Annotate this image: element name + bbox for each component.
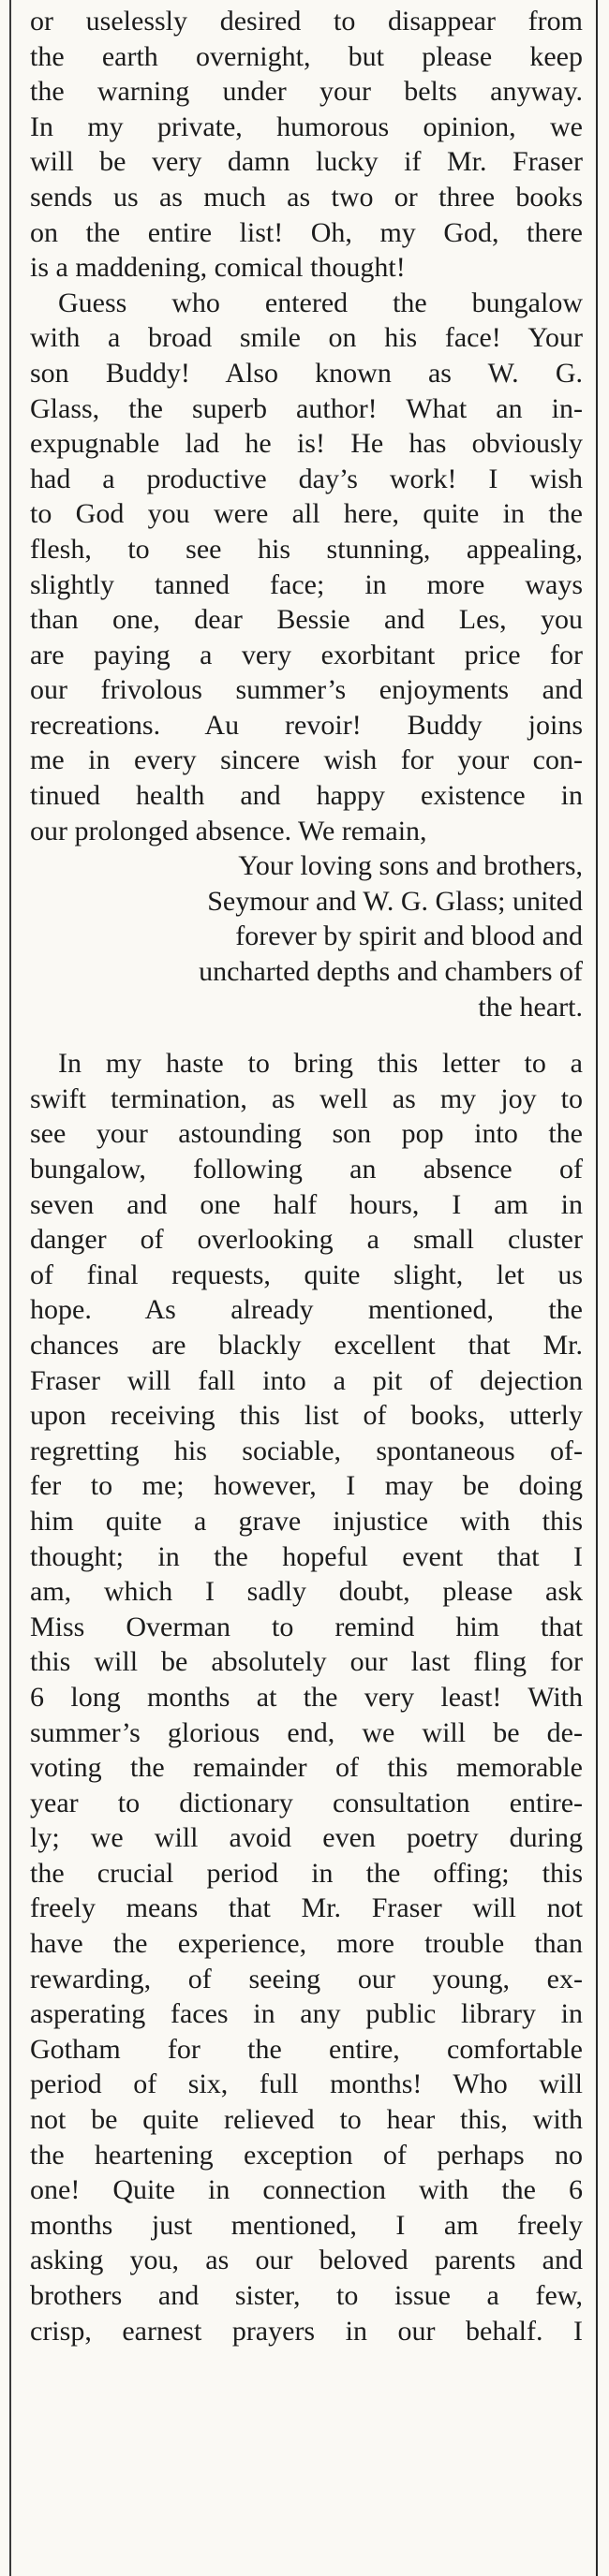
- text-line: recreations. Au revoir! Buddy joins: [30, 709, 583, 741]
- text-line: not be quite relieved to hear this, with: [30, 2104, 583, 2136]
- text-line: chances are blackly excellent that Mr.: [30, 1329, 583, 1361]
- text-line: regretting his sociable, spontaneous of-: [30, 1435, 583, 1466]
- letter-text-column: [30, 4, 583, 2348]
- text-line: this will be absolutely our last fling for: [30, 1646, 583, 1678]
- text-line: Fraser will fall into a pit of dejection: [30, 1364, 583, 1396]
- text-line: the warning under your belts anyway.: [30, 76, 583, 108]
- text-line: expugnable lad he is! He has obviously: [30, 428, 583, 460]
- text-line: crisp, earnest prayers in our behalf. I: [30, 2315, 583, 2347]
- text-line: tinued health and happy existence in: [30, 780, 583, 812]
- left-column-rule: [9, 0, 11, 2576]
- text-line: period of six, full months! Who will: [30, 2068, 583, 2100]
- text-line: with a broad smile on his face! Your: [30, 322, 583, 354]
- text-line: our frivolous summer’s enjoyments and: [30, 674, 583, 706]
- text-line: 6 long months at the very least! With: [30, 1681, 583, 1713]
- text-line: brothers and sister, to issue a few,: [30, 2280, 583, 2311]
- text-line: have the experience, more trouble than: [30, 1928, 583, 1960]
- text-line: flesh, to see his stunning, appealing,: [30, 533, 583, 565]
- text-line: am, which I sadly doubt, please ask: [30, 1576, 583, 1608]
- text-line: me in every sincere wish for your con-: [30, 744, 583, 776]
- text-line: asperating faces in any public library in: [30, 1998, 583, 2030]
- paragraph-spacer: [30, 1024, 583, 1046]
- text-line: Glass, the superb author! What an in-: [30, 392, 583, 424]
- text-line: In my haste to bring this letter to a: [58, 1048, 583, 1080]
- text-line: Miss Overman to remind him that: [30, 1611, 583, 1642]
- text-line: will be very damn lucky if Mr. Fraser: [30, 146, 583, 178]
- text-line: months just mentioned, I am freely: [30, 2209, 583, 2241]
- signature-line: Your loving sons and brothers,: [238, 850, 583, 882]
- text-line: bungalow, following an absence of: [30, 1154, 583, 1185]
- text-line: of final requests, quite slight, let us: [30, 1259, 583, 1290]
- text-line: him quite a grave injustice with this: [30, 1505, 583, 1537]
- text-line: seven and one half hours, I am in: [30, 1188, 583, 1220]
- text-line: had a productive day’s work! I wish: [30, 463, 583, 494]
- text-line: Gotham for the entire, comfortable: [30, 2033, 583, 2065]
- text-line: thought; in the hopeful event that I: [30, 1540, 583, 1572]
- signature-line: forever by spirit and blood and: [235, 920, 583, 952]
- text-line: summer’s glorious end, we will be de-: [30, 1716, 583, 1748]
- text-line: asking you, as our beloved parents and: [30, 2245, 583, 2276]
- text-line: fer to me; however, I may be doing: [30, 1470, 583, 1502]
- text-line: danger of overlooking a small cluster: [30, 1224, 583, 1256]
- text-line: are paying a very exorbitant price for: [30, 639, 583, 670]
- text-line: our prolonged absence. We remain,: [30, 815, 427, 846]
- signature-line: Seymour and W. G. Glass; united: [207, 885, 583, 917]
- text-line: freely means that Mr. Fraser will not: [30, 1892, 583, 1924]
- text-line: voting the remainder of this memorable: [30, 1752, 583, 1784]
- text-line: rewarding, of seeing our young, ex-: [30, 1963, 583, 1995]
- text-line: year to dictionary consultation entire-: [30, 1787, 583, 1818]
- text-line: the earth overnight, but please keep: [30, 40, 583, 72]
- signature-line: uncharted depths and chambers of: [199, 956, 583, 988]
- text-line: swift termination, as well as my joy to: [30, 1082, 583, 1114]
- text-line: the crucial period in the offing; this: [30, 1857, 583, 1889]
- text-line: slightly tanned face; in more ways: [30, 568, 583, 600]
- text-line: sends us as much as two or three books: [30, 181, 583, 213]
- text-line: or uselessly desired to disappear from: [30, 6, 583, 37]
- signature-line: the heart.: [478, 991, 583, 1023]
- paragraph-2: [30, 286, 583, 849]
- text-line: to God you were all here, quite in the: [30, 498, 583, 530]
- text-line: upon receiving this list of books, utterly: [30, 1400, 583, 1432]
- text-line: son Buddy! Also known as W. G.: [30, 357, 583, 389]
- text-line: hope. As already mentioned, the: [30, 1294, 583, 1326]
- paragraph-1: [30, 4, 583, 286]
- right-column-rule: [596, 0, 598, 2576]
- text-line: than one, dear Bessie and Les, you: [30, 604, 583, 636]
- text-line: In my private, humorous opinion, we: [30, 110, 583, 142]
- text-line: one! Quite in connection with the 6: [30, 2174, 583, 2206]
- text-line: Guess who entered the bungalow: [58, 287, 583, 318]
- text-line: ly; we will avoid even poetry during: [30, 1822, 583, 1854]
- text-line: is a maddening, comical thought!: [30, 252, 406, 284]
- text-line: on the entire list! Oh, my God, there: [30, 216, 583, 248]
- letter-signature: [30, 848, 583, 1024]
- text-line: see your astounding son pop into the: [30, 1118, 583, 1150]
- paragraph-3: [30, 1046, 583, 2348]
- text-line: the heartening exception of perhaps no: [30, 2139, 583, 2171]
